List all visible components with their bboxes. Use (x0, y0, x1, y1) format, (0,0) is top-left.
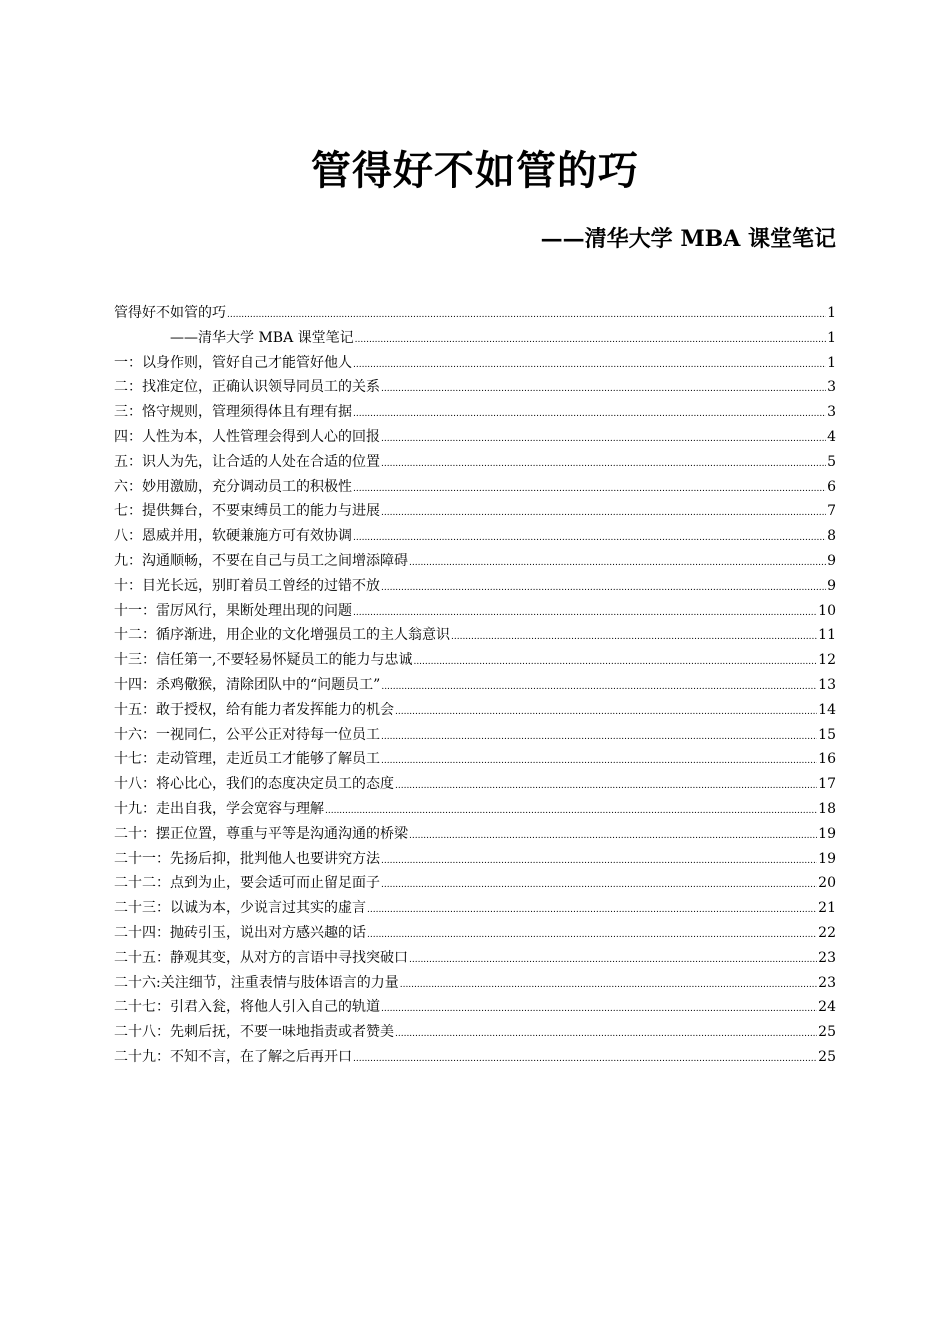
toc-entry[interactable] (114, 450, 836, 475)
toc-entry-page: 12 (818, 652, 836, 669)
toc-entry-text: 七：提供舞台，不要束缚员工的能力与进展 (114, 503, 380, 520)
toc-entry-page: 25 (818, 1048, 836, 1065)
toc-entry-text: 八：恩威并用，软硬兼施方可有效协调 (114, 528, 352, 545)
toc-leader-dots (355, 328, 826, 351)
toc-leader-dots (409, 948, 817, 971)
toc-entry[interactable] (114, 1020, 836, 1045)
toc-entry[interactable] (114, 822, 836, 847)
toc-entry-text: 十二：循序渐进，用企业的文化增强员工的主人翁意识 (114, 627, 450, 644)
toc-entry-text: 二十九：不知不言，在了解之后再开口 (114, 1048, 352, 1065)
toc-entry[interactable] (114, 971, 836, 996)
toc-entry[interactable] (114, 871, 836, 896)
toc-entry[interactable] (114, 549, 836, 574)
toc-entry-page: 1 (827, 329, 836, 346)
toc-entry-text: 二十七：引君入瓮，将他人引入自己的轨道 (114, 999, 380, 1016)
toc-entry-page: 20 (818, 875, 836, 892)
toc-leader-dots (381, 501, 826, 524)
toc-entry-text: 十一：雷厉风行，果断处理出现的问题 (114, 602, 352, 619)
toc-entry-text: 二十四：抛砖引玉，说出对方感兴趣的话 (114, 924, 366, 941)
toc-entry-page: 1 (827, 354, 836, 371)
toc-leader-dots (353, 601, 817, 624)
toc-entry-page: 6 (827, 478, 836, 495)
toc-leader-dots (395, 1022, 817, 1045)
toc-entry[interactable] (114, 301, 836, 326)
toc-entry[interactable] (114, 351, 836, 376)
toc-leader-dots (353, 402, 826, 425)
toc-entry-page: 18 (818, 800, 836, 817)
toc-entry-text: 十九：走出自我，学会宽容与理解 (114, 800, 324, 817)
toc-leader-dots (409, 824, 817, 847)
toc-leader-dots (409, 551, 826, 574)
toc-entry[interactable] (114, 524, 836, 549)
toc-entry-text: 二十二：点到为止，要会适可而止留足面子 (114, 875, 380, 892)
toc-entry-text: 十七：走动管理，走近员工才能够了解员工 (114, 751, 380, 768)
toc-entry[interactable] (114, 574, 836, 599)
toc-entry-page: 7 (827, 503, 836, 520)
toc-entry-page: 13 (818, 676, 836, 693)
toc-entry-text: 二十三：以诚为本，少说言过其实的虚言 (114, 900, 366, 917)
toc-entry-page: 1 (827, 305, 836, 321)
toc-entry-text: 九：沟通顺畅，不要在自己与员工之间增添障碍 (114, 552, 408, 569)
toc-entry-page: 24 (818, 999, 836, 1016)
toc-entry-page: 9 (827, 577, 836, 594)
toc-entry-text: 十五：敢于授权，给有能力者发挥能力的机会 (114, 701, 394, 718)
toc-entry-page: 8 (827, 528, 836, 545)
toc-entry-text: 十：目光长远，别盯着员工曾经的过错不放 (114, 577, 380, 594)
toc-leader-dots (367, 923, 817, 946)
toc-entry[interactable] (114, 375, 836, 400)
toc-entry[interactable] (114, 797, 836, 822)
toc-entry[interactable] (114, 1045, 836, 1070)
toc-leader-dots (381, 576, 826, 599)
toc-leader-dots (381, 452, 826, 475)
toc-entry-page: 11 (818, 627, 836, 644)
toc-leader-dots (367, 898, 817, 921)
toc-entry[interactable] (114, 326, 836, 351)
toc-entry-text: 二十一：先扬后抑，批判他人也要讲究方法 (114, 850, 380, 867)
toc-entry[interactable] (114, 772, 836, 797)
toc-entry-page: 9 (827, 552, 836, 569)
toc-entry-text: 十六：一视同仁，公平公正对待每一位员工 (114, 726, 380, 743)
document-title: 管得好不如管的巧 (311, 147, 639, 194)
toc-entry[interactable] (114, 648, 836, 673)
toc-leader-dots (395, 774, 817, 797)
toc-entry-text: 六：妙用激励，充分调动员工的积极性 (114, 478, 352, 495)
toc-entry-text: 一：以身作则，管好自己才能管好他人 (114, 354, 352, 371)
toc-entry[interactable] (114, 921, 836, 946)
toc-leader-dots (381, 849, 817, 872)
toc-entry[interactable] (114, 673, 836, 698)
toc-entry-page: 23 (818, 949, 836, 966)
toc-leader-dots (353, 477, 826, 500)
toc-entry-page: 19 (818, 825, 836, 842)
toc-leader-dots (381, 427, 826, 450)
toc-entry-text: ——清华大学 MBA 课堂笔记 (170, 329, 354, 346)
toc-leader-dots (381, 377, 826, 400)
toc-entry[interactable] (114, 599, 836, 624)
toc-entry[interactable] (114, 847, 836, 872)
toc-leader-dots (395, 700, 817, 723)
table-of-contents (114, 301, 836, 1070)
toc-entry-page: 15 (818, 726, 836, 743)
toc-entry-page: 25 (818, 1024, 836, 1041)
toc-leader-dots (451, 625, 817, 648)
toc-entry-page: 19 (818, 850, 836, 867)
toc-leader-dots (381, 725, 817, 748)
toc-entry-text: 三：恪守规则，管理须得体且有理有据 (114, 404, 352, 421)
toc-leader-dots (381, 873, 817, 896)
toc-leader-dots (353, 353, 826, 376)
toc-entry-page: 16 (818, 751, 836, 768)
toc-entry[interactable] (114, 425, 836, 450)
toc-entry-page: 10 (818, 602, 836, 619)
toc-leader-dots (381, 675, 817, 698)
toc-leader-dots (381, 997, 817, 1020)
toc-entry-page: 3 (827, 404, 836, 421)
toc-leader-dots (353, 1047, 817, 1070)
toc-entry[interactable] (114, 723, 836, 748)
toc-entry-page: 21 (818, 900, 836, 917)
toc-leader-dots (353, 526, 826, 549)
toc-entry-text: 十八：将心比心，我们的态度决定员工的态度 (114, 776, 394, 793)
document-subtitle: ——清华大学 MBA 课堂笔记 (540, 226, 836, 252)
toc-entry[interactable] (114, 400, 836, 425)
toc-entry-text: 二十六:关注细节，注重表情与肢体语言的力量 (114, 974, 399, 991)
toc-entry[interactable] (114, 946, 836, 971)
toc-entry-text: 二：找准定位，正确认识领导同员工的关系 (114, 379, 380, 396)
toc-leader-dots (381, 749, 817, 772)
toc-leader-dots (227, 303, 826, 326)
toc-entry-text: 二十：摆正位置，尊重与平等是沟通沟通的桥梁 (114, 825, 408, 842)
toc-entry[interactable] (114, 475, 836, 500)
toc-entry[interactable] (114, 995, 836, 1020)
toc-entry-page: 4 (827, 428, 836, 445)
toc-entry-page: 5 (827, 453, 836, 470)
toc-entry-text: 十四：杀鸡儆猴，清除团队中的“问题员工” (114, 676, 381, 693)
toc-entry-text: 十三：信任第一,不要轻易怀疑员工的能力与忠诚 (114, 652, 413, 669)
toc-entry-text: 四：人性为本，人性管理会得到人心的回报 (114, 428, 380, 445)
toc-entry-page: 3 (827, 379, 836, 396)
toc-leader-dots (413, 650, 817, 673)
toc-entry[interactable] (114, 623, 836, 648)
toc-entry[interactable] (114, 747, 836, 772)
toc-entry-text: 二十五：静观其变，从对方的言语中寻找突破口 (114, 949, 408, 966)
toc-entry[interactable] (114, 698, 836, 723)
toc-entry-text: 五：识人为先，让合适的人处在合适的位置 (114, 453, 380, 470)
toc-leader-dots (325, 799, 817, 822)
toc-leader-dots (400, 973, 817, 996)
toc-entry-page: 17 (818, 776, 836, 793)
toc-entry-page: 23 (818, 974, 836, 991)
toc-entry-text: 二十八：先刺后抚，不要一味地指责或者赞美 (114, 1024, 394, 1041)
toc-entry-text: 管得好不如管的巧 (114, 305, 226, 321)
toc-entry[interactable] (114, 896, 836, 921)
toc-entry-page: 22 (818, 924, 836, 941)
toc-entry-page: 14 (818, 701, 836, 718)
toc-entry[interactable] (114, 499, 836, 524)
